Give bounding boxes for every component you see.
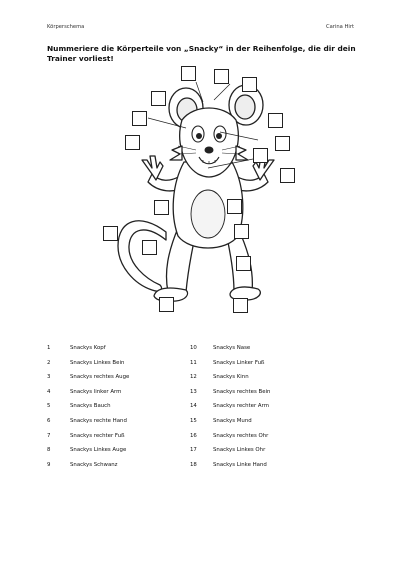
answer-box-11[interactable]: [154, 200, 169, 215]
answer-box-6[interactable]: [268, 113, 283, 128]
answer-box-17[interactable]: [159, 297, 174, 312]
answer-box-5[interactable]: [132, 111, 147, 126]
answer-box-18[interactable]: [233, 298, 248, 313]
pointer-ear-right: [214, 84, 230, 100]
list-item: 6 Snackys rechte Hand: [47, 417, 127, 424]
answer-box-9[interactable]: [253, 148, 268, 163]
answer-box-3[interactable]: [242, 77, 257, 92]
list-item: 9 Snackys Schwanz: [47, 461, 118, 468]
answer-box-4[interactable]: [151, 91, 166, 106]
list-item: 2 Snackys Linkes Bein: [47, 359, 125, 366]
list-item: 17 Snackys Linkes Ohr: [190, 447, 266, 454]
answer-box-8[interactable]: [275, 136, 290, 151]
body-part-list-left: [47, 345, 187, 476]
list-item: 8 Snackys Linkes Auge: [47, 447, 127, 454]
mouse-tail: [118, 221, 166, 291]
answer-box-2[interactable]: [214, 69, 229, 84]
answer-box-12[interactable]: [227, 199, 242, 214]
answer-box-14[interactable]: [234, 224, 249, 239]
list-item: 11 Snackys Linker Fuß: [190, 359, 265, 366]
answer-box-15[interactable]: [142, 240, 157, 255]
body-part-list-right: [190, 345, 330, 476]
list-item: 16 Snackys rechtes Ohr: [190, 432, 269, 439]
list-item: 18 Snackys Linke Hand: [190, 461, 267, 468]
list-item: 7 Snackys rechter Fuß: [47, 432, 125, 439]
answer-box-13[interactable]: [103, 226, 118, 241]
answer-box-16[interactable]: [236, 256, 251, 271]
list-item: 5 Snackys Bauch: [47, 403, 111, 410]
list-item: 14 Snackys rechter Arm: [190, 403, 269, 410]
mouse-nose: [205, 147, 214, 154]
list-item: 3 Snackys rechtes Auge: [47, 374, 130, 381]
header-author: Carina Hirt: [326, 24, 354, 30]
list-item: 15 Snackys Mund: [190, 417, 252, 424]
mouse-belly: [191, 190, 225, 238]
answer-box-1[interactable]: [181, 66, 196, 81]
instruction-text: Nummeriere die Körperteile von „Snacky“ in der Reihenfolge, die dir dein Trainer vorliest!: [47, 44, 356, 63]
header-topic: Körperschema: [47, 24, 85, 30]
list-item: 10 Snackys Nase: [190, 345, 251, 351]
list-item: 13 Snackys rechtes Bein: [190, 388, 271, 395]
list-item: 12 Snackys Kinn: [190, 374, 249, 381]
list-item: 4 Snackys linker Arm: [47, 388, 122, 395]
answer-box-7[interactable]: [125, 135, 140, 150]
list-item: 1 Snackys Kopf: [47, 345, 106, 351]
answer-box-10[interactable]: [280, 168, 295, 183]
